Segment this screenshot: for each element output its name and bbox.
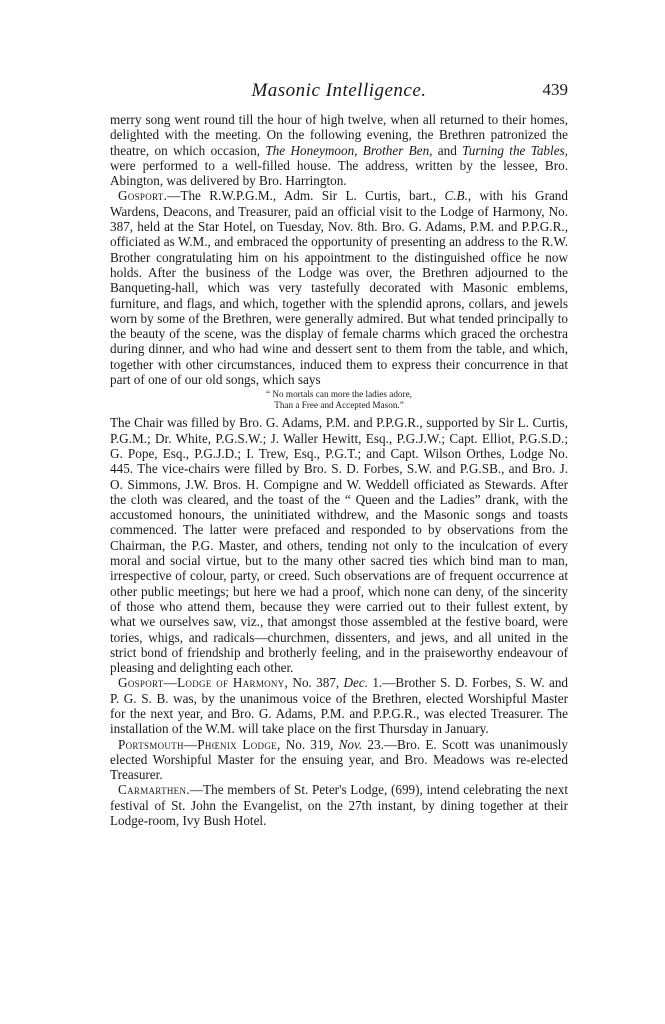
quote-line-2: Than a Free and Accepted Mason.” <box>274 399 404 410</box>
section-lead-harmony: Gosport—Lodge of Harmony, <box>118 675 289 691</box>
play-titles-2: Turning the Tables, <box>462 142 568 158</box>
paragraph-chair: The Chair was filled by Bro. G. Adams, P.M. and P.P.G.R., supported by Sir L. Curtis, P.G.M.; Dr. White, P.G.S.W.; J. Waller Hewitt, Esq., P.G.J.W.; Capt. Elliot, P.G.S.D.; G. Pope, Esq., P.G.J.D.; I. Trew, Esq., P.G.T.; and Capt. Wilson Orthes, Lodge No. 445. The vice-chairs were filled by Bro. S. D. Forbes, S.W. and P.G.SB., and Bro. J. O. Simmons, J.W. Bros. H. Compigne and W. Weddell officiated as Stewards. After the cloth was cleared, and the toast of the “ Queen and the Ladies” drank, with the accustomed honours, the uninitiated withdrew, and the Masonic songs and toasts commenced. The latter were prefaced and responded to by observations from the Chairman, the P.G. Master, and others, tending not only to the inculcation of every moral and social virtue, but to the many other sacred ties which bind man to man, irrespective of colour, party, or creed. Such observations are of frequent occurrence at other public meetings; but here we had a proof, which none can deny, of the sincerity of those who attend them, because they were carried out to their fullest extent, by what we ourselves saw, viz., that amongst those assembled at the festive board, were tories, whigs, and radicals—churchmen, dissenters, and jews, and all united in the strict bond of friendship and brotherly feeling, and in the praiseworthy endeavour of pleasing and delighting each other. <box>110 415 568 676</box>
page-number: 439 <box>542 80 568 99</box>
paragraph-lodge-of-harmony: Gosport—Lodge of Harmony, No. 387, Dec. 1.—Brother S. D. Forbes, S. W. and P. G. S. B. was, by the unanimous voice of the Brethren, elected Worshipful Master for the next year, and Bro. G. Adams, P.M. and P.P.G.R., was elected Treasurer. The installation of the W.M. will take place on the first Thursday in January. <box>110 675 569 737</box>
paragraph-portsmouth: Portsmouth—Phœnix Lodge, No. 319, Nov. 23.—Bro. E. Scott was unanimously elected Worshipful Master for the ensuing year, and Bro. Meadows was re-elected Treasurer. <box>110 736 568 783</box>
paragraph-gosport: Gosport.—The R.W.P.G.M., Adm. Sir L. Curtis, bart., C.B., with his Grand Wardens, Deacons, and Treasurer, paid an official visit to the Lodge of Harmony, No. 387, held at the Star Hotel, on Tuesday, Nov. 8th. Bro. G. Adams, P.M. and P.P.G.R., officiated as W.M., and embraced the opportunity of presenting an address to the R.W. Brother congratulating him on his appointment to the distinguished office he now holds. After the business of the Lodge was over, the Brethren adjourned to the Banqueting-hall, which was very tastefully decorated with Masonic emblems, furniture, and flags, and which, together with the splendid aprons, collars, and jewels worn by some of the Brethren, were generally admired. But what tended principally to the beauty of the scene, was the display of female charms which graced the orchestra during dinner, and who had wine and dessert sent to them from the table, and which, together with other circumstances, induced them to express their concurrence in that part of one of our old songs, which says <box>110 188 568 388</box>
paragraph-theatre: merry song went round till the hour of high twelve, when all returned to their homes, delighted with the meeting. On the following evening, the Brethren patronized the theatre, on which occasion, The Honeymoon, Brother Ben, and Turning the Tables, were performed to a well-filled house. The address, written by the lessee, Bro. Abington, was delivered by Bro. Harrington. <box>110 112 568 189</box>
page-header <box>110 80 568 104</box>
quote-line-1: “ No mortals can more the ladies adore, <box>266 389 412 400</box>
running-title: Masonic Intelligence. <box>251 80 427 101</box>
section-lead-carmarthen: Carmarthen. <box>118 782 190 798</box>
paragraph-carmarthen: Carmarthen.—The members of St. Peter's Lodge, (699), intend celebrating the next festival of St. John the Evangelist, on the 27th instant, by dining together at their Lodge-room, Ivy Bush Hotel. <box>110 782 568 829</box>
play-titles-1: The Honeymoon, Brother Ben, <box>265 142 433 158</box>
article-body <box>110 112 568 828</box>
song-quote <box>110 389 568 410</box>
section-lead-portsmouth: Portsmouth—Phœnix Lodge, <box>118 736 281 752</box>
section-lead-gosport: Gosport. <box>118 188 168 204</box>
